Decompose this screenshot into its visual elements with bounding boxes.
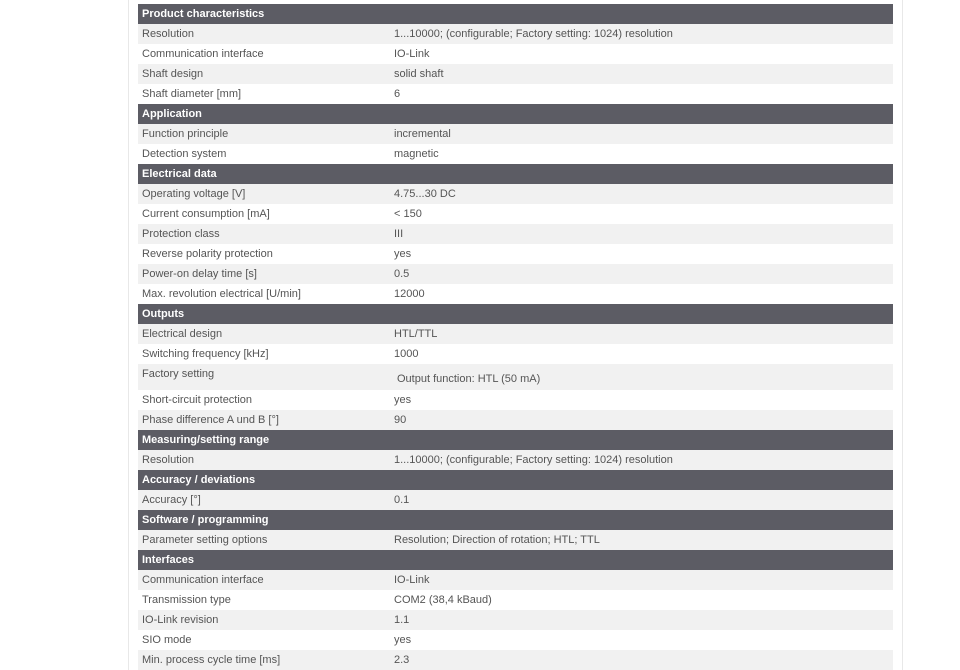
table-row — [138, 570, 893, 590]
spec-value: 1...10000; (configurable; Factory setting: 1024) resolution — [394, 28, 673, 40]
table-row — [138, 530, 893, 550]
spec-value: 0.5 — [394, 268, 410, 280]
table-row — [138, 284, 893, 304]
spec-label: Resolution — [142, 454, 194, 466]
spec-label: Accuracy [°] — [142, 494, 201, 506]
section-header: Product characteristics — [138, 4, 893, 24]
table-row — [138, 244, 893, 264]
table-row — [138, 84, 893, 104]
spec-label: Reverse polarity protection — [142, 248, 273, 260]
spec-label: Transmission type — [142, 594, 231, 606]
spec-label: Communication interface — [142, 48, 264, 60]
table-row — [138, 630, 893, 650]
spec-value: magnetic — [394, 148, 439, 160]
table-row — [138, 64, 893, 84]
spec-label: Max. revolution electrical [U/min] — [142, 288, 301, 300]
table-row — [138, 450, 893, 470]
table-row — [138, 344, 893, 364]
table-row — [138, 124, 893, 144]
spec-value: Output function: HTL (50 mA) — [397, 373, 541, 385]
spec-value: COM2 (38,4 kBaud) — [394, 594, 492, 606]
spec-table — [138, 4, 893, 670]
table-row — [138, 410, 893, 430]
spec-label: Shaft design — [142, 68, 204, 80]
section-header: Electrical data — [138, 164, 893, 184]
spec-label: Operating voltage [V] — [142, 188, 246, 200]
spec-label: Phase difference A und B [°] — [142, 414, 279, 426]
spec-label: Switching frequency [kHz] — [142, 348, 269, 360]
spec-label: Shaft diameter [mm] — [142, 88, 242, 100]
table-row — [138, 650, 893, 670]
spec-value: Resolution; Direction of rotation; HTL; TTL — [394, 534, 600, 546]
spec-label: Detection system — [142, 148, 227, 160]
spec-card — [128, 0, 903, 670]
table-row — [138, 364, 893, 390]
section-header: Accuracy / deviations — [138, 470, 893, 490]
table-row — [138, 224, 893, 244]
spec-value: < 150 — [394, 208, 422, 220]
spec-value: yes — [394, 394, 412, 406]
spec-label: Min. process cycle time [ms] — [142, 654, 281, 666]
spec-value: solid shaft — [394, 68, 444, 80]
spec-label: Factory setting — [142, 368, 215, 380]
spec-value: incremental — [394, 128, 451, 140]
spec-label: Communication interface — [142, 574, 264, 586]
spec-label: Resolution — [142, 28, 194, 40]
table-row — [138, 44, 893, 64]
section-header: Outputs — [138, 304, 893, 324]
spec-value: 1...10000; (configurable; Factory setting: 1024) resolution — [394, 454, 673, 466]
spec-label: Power-on delay time [s] — [142, 268, 257, 280]
spec-value: 90 — [394, 414, 407, 426]
spec-value: 2.3 — [394, 654, 410, 666]
table-row — [138, 204, 893, 224]
table-row — [138, 490, 893, 510]
spec-label: Parameter setting options — [142, 534, 268, 546]
spec-value: IO-Link — [394, 574, 430, 586]
spec-label: SIO mode — [142, 634, 192, 646]
spec-value: yes — [394, 248, 412, 260]
spec-value: 6 — [394, 88, 401, 100]
spec-value: 12000 — [394, 288, 425, 300]
table-row — [138, 144, 893, 164]
section-header: Measuring/setting range — [138, 430, 893, 450]
spec-value: 0.1 — [394, 494, 410, 506]
spec-label: Electrical design — [142, 328, 223, 340]
table-row — [138, 324, 893, 344]
section-header: Software / programming — [138, 510, 893, 530]
section-header: Interfaces — [138, 550, 893, 570]
spec-label: IO-Link revision — [142, 614, 219, 626]
table-row — [138, 264, 893, 284]
spec-label: Short-circuit protection — [142, 394, 253, 406]
spec-value: HTL/TTL — [394, 328, 438, 340]
table-row — [138, 590, 893, 610]
spec-value: IO-Link — [394, 48, 430, 60]
spec-label: Current consumption [mA] — [142, 208, 270, 220]
spec-value: III — [394, 228, 404, 240]
spec-value: 1000 — [394, 348, 419, 360]
spec-value: 4.75...30 DC — [394, 188, 456, 200]
spec-value: yes — [394, 634, 412, 646]
table-row — [138, 610, 893, 630]
spec-label: Function principle — [142, 128, 229, 140]
spec-label: Protection class — [142, 228, 220, 240]
table-row — [138, 184, 893, 204]
table-row — [138, 24, 893, 44]
spec-value: 1.1 — [394, 614, 410, 626]
section-header: Application — [138, 104, 893, 124]
table-row — [138, 390, 893, 410]
